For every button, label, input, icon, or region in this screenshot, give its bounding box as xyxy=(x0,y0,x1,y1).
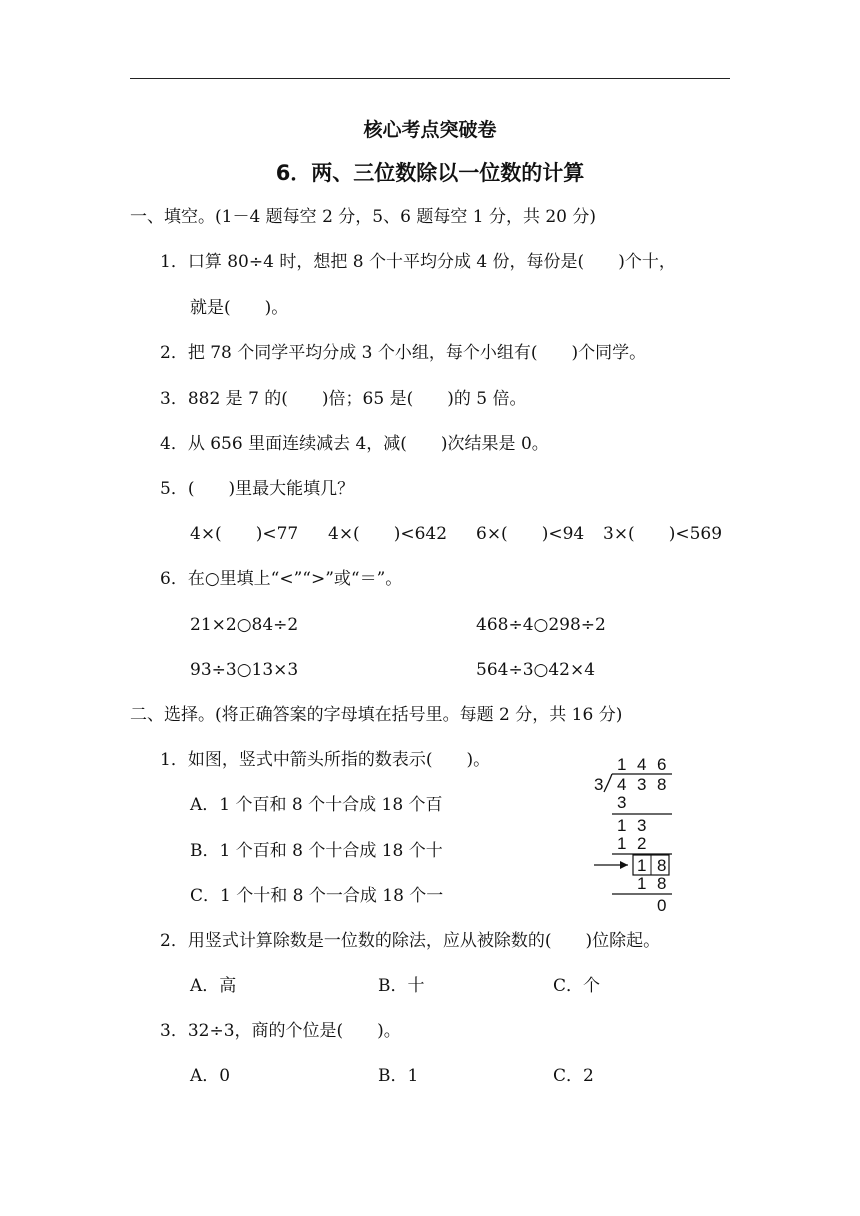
quotient-digit: 6 xyxy=(657,755,667,774)
step-digit: 1 xyxy=(637,856,647,875)
section2-heading: 二、选择。(将正确答案的字母填在括号里。每题 2 分，共 16 分) xyxy=(130,705,623,725)
long-division-figure xyxy=(590,752,690,914)
s1-q6-item: 93÷3○13×3 xyxy=(190,660,299,680)
s1-q5-item: 6×( )<94 xyxy=(476,524,585,544)
s1-q5: 5．( )里最大能填几？ xyxy=(160,479,355,499)
s1-q6: 6．在○里填上“<”“>”或“＝”。 xyxy=(160,569,403,589)
s1-q5-item: 3×( )<569 xyxy=(603,524,723,544)
s1-q4: 4．从 656 里面连续减去 4，减( )次结果是 0。 xyxy=(160,434,549,454)
remainder: 0 xyxy=(657,896,667,914)
divisor: 3 xyxy=(594,775,604,794)
s2-q3: 3．32÷3，商的个位是( )。 xyxy=(160,1021,401,1041)
s1-q5-item: 4×( )<77 xyxy=(190,524,299,544)
dividend-digit: 3 xyxy=(637,775,647,794)
section1-heading: 一、填空。(1－4 题每空 2 分，5、6 题每空 1 分，共 20 分) xyxy=(130,207,597,227)
page-title: 核心考点突破卷 xyxy=(363,119,497,141)
s2-q2: 2．用竖式计算除数是一位数的除法，应从被除数的( )位除起。 xyxy=(160,931,661,951)
step-digit: 3 xyxy=(617,793,627,812)
s2-q3-option-c: C．2 xyxy=(553,1066,594,1086)
division-bracket xyxy=(604,774,612,792)
s2-q2-option-a: A．高 xyxy=(190,976,237,996)
top-rule xyxy=(130,78,730,79)
step-digit: 3 xyxy=(637,816,647,835)
step-digit: 8 xyxy=(657,856,667,875)
s2-q3-option-a: A．0 xyxy=(190,1066,231,1086)
step-digit: 1 xyxy=(617,834,627,853)
s1-q1-line2: 就是( )。 xyxy=(190,298,289,318)
s1-q5-item: 4×( )<642 xyxy=(328,524,448,544)
s1-q6-item: 564÷3○42×4 xyxy=(476,660,596,680)
s1-q3: 3．882 是 7 的( )倍；65 是( )的 5 倍。 xyxy=(160,389,527,409)
s2-q3-option-b: B．1 xyxy=(378,1066,419,1086)
step-digit: 2 xyxy=(637,834,647,853)
s1-q2: 2．把 78 个同学平均分成 3 个小组，每个小组有( )个同学。 xyxy=(160,343,647,363)
s2-q1: 1．如图，竖式中箭头所指的数表示( )。 xyxy=(160,750,491,770)
step-digit: 1 xyxy=(637,874,647,893)
quotient-digit: 1 xyxy=(617,755,627,774)
s2-q1-option-c: C．1 个十和 8 个一合成 18 个一 xyxy=(190,886,444,906)
s1-q6-item: 21×2○84÷2 xyxy=(190,615,299,635)
s1-q6-item: 468÷4○298÷2 xyxy=(476,615,606,635)
s1-q1-line1: 1．口算 80÷4 时，想把 8 个十平均分成 4 份，每份是( )个十， xyxy=(160,252,676,272)
dividend-digit: 8 xyxy=(657,775,667,794)
page-subtitle: 6．两、三位数除以一位数的计算 xyxy=(275,161,585,185)
s2-q2-option-b: B．十 xyxy=(378,976,425,996)
s2-q1-option-a: A．1 个百和 8 个十合成 18 个百 xyxy=(190,795,443,815)
quotient-digit: 4 xyxy=(637,755,647,774)
step-digit: 8 xyxy=(657,874,667,893)
step-digit: 1 xyxy=(617,816,627,835)
s2-q2-option-c: C．个 xyxy=(553,976,601,996)
arrow-head-icon xyxy=(620,861,628,869)
dividend-digit: 4 xyxy=(617,775,627,794)
s2-q1-option-b: B．1 个百和 8 个十合成 18 个十 xyxy=(190,841,443,861)
